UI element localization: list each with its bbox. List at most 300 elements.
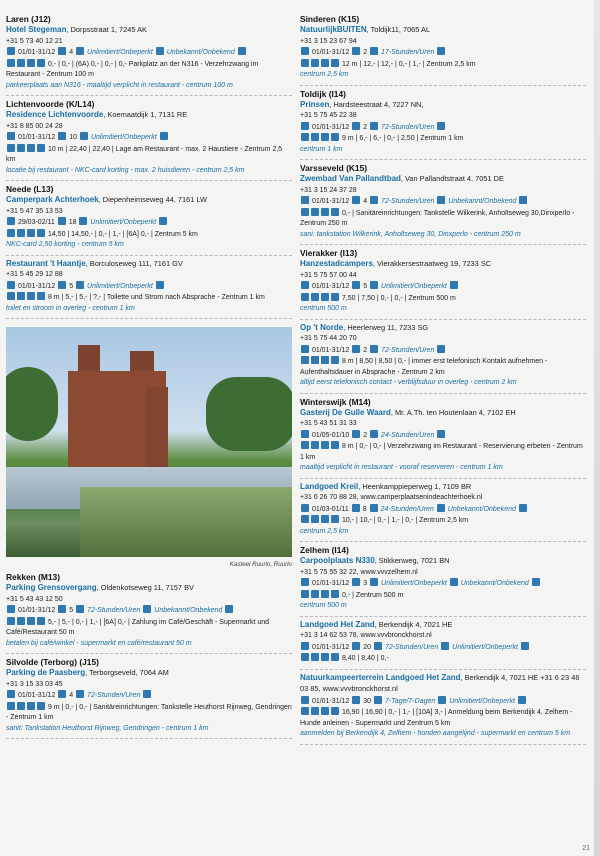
campsite-address: , Berkendijk 4, 7021 HE: [374, 619, 453, 629]
campsite-phone: +31 5 47 35 13 53: [6, 207, 63, 215]
facility-icon: [37, 702, 45, 710]
open-dates: 01/01-31/12: [311, 580, 350, 587]
campsite-name[interactable]: Restaurant 't Haantje: [6, 258, 86, 268]
spaces: 18: [68, 219, 77, 226]
open-dates: 01/01-31/12: [311, 198, 350, 205]
campsite-details: 8,40 | 8,40 | 0,-: [300, 653, 586, 665]
campsite-meta: [6, 47, 292, 59]
campsite-entry: [300, 89, 586, 161]
facility-icon: [301, 47, 309, 55]
facility-icon: [17, 144, 25, 152]
facility-icon: [58, 132, 66, 140]
max-stay: 72-Stunden/Uren: [87, 607, 141, 614]
facility-icon: [370, 281, 378, 289]
campsite-note: sani: tankstation Wilkerink, Anholtseweg 30, Dinxperlo - centrum 250 m: [300, 230, 521, 238]
campsite-entry: [300, 163, 586, 245]
facility-icon: [437, 345, 445, 353]
facility-icon: [7, 144, 15, 152]
facility-icon: [311, 441, 319, 449]
facility-icon: [437, 196, 445, 204]
facility-icon: [301, 345, 309, 353]
spaces: 10: [69, 134, 78, 141]
campsite-address: , Diepenheimseweg 44, 7161 LW: [98, 195, 207, 204]
campsite-meta: [300, 696, 586, 708]
facility-icon: [311, 590, 319, 598]
facility-icon: [321, 59, 329, 67]
campsite-meta: [300, 196, 586, 208]
campsite-entry: [6, 184, 292, 256]
facility-icon: [27, 617, 35, 625]
facility-icon: [143, 690, 151, 698]
facility-icon: [301, 441, 309, 449]
facility-icon: [370, 430, 378, 438]
campsite-meta: [300, 122, 586, 134]
campsite-note: centrum 500 m: [300, 305, 347, 312]
facility-icon: [311, 293, 319, 301]
spaces: 2: [363, 431, 368, 439]
facility-icon: [76, 690, 84, 698]
campsite-name[interactable]: Gasterij De Gulle Waard: [300, 407, 391, 417]
max-stay: 72-Stunden/Uren: [381, 198, 435, 205]
facility-icon: [321, 293, 329, 301]
facility-icon: [370, 504, 378, 512]
campsite-address: , Borculoseweg 111, 7161 GV: [85, 258, 183, 268]
stay-info: Unbekannt/Onbekend: [448, 198, 517, 205]
facility-icon: [76, 605, 84, 613]
facility-icon: [301, 133, 309, 141]
facility-icon: [331, 590, 339, 598]
facility-icon: [301, 590, 309, 598]
spaces: 5: [363, 283, 368, 290]
facility-icon: [374, 642, 382, 650]
facility-icon: [17, 617, 25, 625]
campsite-name[interactable]: Op 't Norde: [300, 322, 344, 332]
spaces: 20: [363, 643, 372, 651]
campsite-name[interactable]: Landgoed Kreil: [300, 481, 359, 491]
castle-photo: [6, 327, 292, 557]
facility-icon: [321, 590, 329, 598]
campsite-details: 9 m | 0,- | 0,- | Sanitäreinrichtungen: Tankstelle Heuthorst Rijnweg, Gendringen - Zentrum 1 km: [6, 703, 292, 721]
campsite-meta: [6, 690, 292, 702]
campsite-phone: +31 5 45 29 12 88: [6, 271, 63, 278]
campsite-name[interactable]: Natuurkampeerterrein Landgoed Het Zand: [300, 672, 461, 682]
facility-icon: [27, 144, 35, 152]
campsite-address: , Koemaatdijk 1, 7131 RE: [103, 110, 188, 119]
facility-icon: [352, 345, 360, 353]
facility-icon: [76, 47, 84, 55]
campsite-details: 0,- | 0,- | (6A) 0,- | 0,- | 0,- Parkplatz an der N316 - Verzehrzwang im Restaurant - Zentrum 100 m: [6, 60, 259, 78]
campsite-entry: [300, 673, 586, 745]
facility-icon: [331, 133, 339, 141]
open-dates: 01/05-01/10: [311, 431, 350, 439]
open-dates: 01/01-31/12: [311, 346, 350, 354]
campsite-meta: [6, 281, 292, 293]
campsite-name[interactable]: Hotel Stegeman: [6, 25, 67, 34]
facility-icon: [331, 356, 339, 364]
campsite-entry: [300, 397, 586, 479]
open-dates: 01/01-31/12: [17, 134, 56, 141]
facility-icon: [311, 356, 319, 364]
campsite-address: , Heenkamppieperweg 1, 7109 BR: [358, 481, 472, 491]
region-heading: Lichtenvoorde (K/L14): [6, 99, 95, 109]
campsite-phone: +31 5 75 44 20 70: [300, 335, 357, 342]
facility-icon: [17, 292, 25, 300]
campsite-details: 9 m | 6,- | 6,- | 0,- | 2,50 | Zentrum 1 km: [300, 133, 586, 145]
spaces: 30: [363, 697, 372, 705]
facility-icon: [311, 515, 319, 523]
campsite-address: , Heerlerweg 11, 7233 SG: [343, 322, 429, 332]
facility-icon: [156, 281, 164, 289]
campsite-phone: +31 3 15 33 03 45: [6, 680, 63, 688]
facility-icon: [331, 707, 339, 715]
facility-icon: [437, 504, 445, 512]
open-dates: 01/01-31/12: [17, 607, 56, 614]
spaces: 2: [363, 123, 368, 131]
facility-icon: [441, 642, 449, 650]
open-dates: 01/01-31/12: [311, 123, 350, 131]
open-dates: 01/01-31/12: [17, 282, 56, 290]
facility-icon: [160, 132, 168, 140]
campsite-note: parkeerplaats aan N316 - maaltijd verplicht in restaurant - centrum 100 m: [6, 81, 233, 89]
facility-icon: [7, 702, 15, 710]
facility-icon: [321, 441, 329, 449]
campsite-meta: [6, 132, 292, 144]
open-dates: 01/03-01/11: [311, 505, 349, 513]
campsite-name[interactable]: Parking de Paasberg: [6, 668, 86, 677]
facility-icon: [331, 515, 339, 523]
facility-icon: [370, 122, 378, 130]
max-stay: 7-Tage/7-Dagen: [384, 697, 436, 705]
campsite-phone: +31 6 26 70 88 28, www.camperplaatsenindeachterhoek.nl: [300, 494, 483, 501]
facility-icon: [352, 642, 360, 650]
campsite-name[interactable]: Parking Grensovergang: [6, 583, 97, 592]
campsite-details: 5,- | 5,- | 0,- | 1,- | [6A] 0,- | Zahlung im Café/Geschäft - Supermarkt und Café/Restaurant 50 m: [6, 618, 270, 636]
max-stay: 72-Stunden/Uren: [87, 692, 141, 699]
open-dates: 29/03-02/11: [17, 219, 55, 226]
campsite-name[interactable]: Carpoolplaats N330: [300, 556, 375, 565]
facility-icon: [156, 47, 164, 55]
facility-icon: [311, 653, 319, 661]
campsite-name[interactable]: Camperpark Achterhoek: [6, 195, 99, 204]
campsite-details: 8 m | 8,50 | 8,50 | 0,- | immer erst telefonisch Kontakt aufnehmen - Aufenthaltsdauer in Absprache - Zentrum 2 km: [300, 358, 548, 376]
facility-icon: [321, 208, 329, 216]
facility-icon: [352, 578, 360, 586]
facility-icon: [143, 605, 151, 613]
facility-icon: [27, 292, 35, 300]
region-heading: Neede (L13): [6, 184, 54, 194]
campsite-meta: [300, 578, 586, 590]
campsite-phone: +31 5 75 55 32 22, www.vvvzelhem.nl: [300, 568, 418, 576]
open-dates: 01/01-31/12: [311, 49, 350, 56]
facility-icon: [437, 430, 445, 438]
campsite-phone: +31 5 73 40 12 21: [6, 37, 63, 45]
facility-icon: [225, 605, 233, 613]
facility-icon: [331, 653, 339, 661]
campsite-phone: +31 5 43 51 31 33: [300, 420, 357, 427]
campsite-address: , Dorpsstraat 1, 7245 AK: [66, 25, 147, 34]
campsite-details: 12 m | 12,- | 12,- | 0,- | 1,- | Zentrum 2,5 km: [300, 59, 586, 71]
campsite-meta: [300, 430, 586, 442]
region-heading: Varsseveld (K15): [300, 163, 368, 173]
region-heading: Laren (J12): [6, 14, 51, 24]
facility-icon: [331, 59, 339, 67]
facility-icon: [301, 653, 309, 661]
facility-icon: [311, 707, 319, 715]
facility-icon: [370, 196, 378, 204]
stay-info: Unlimitiert/Onbeperkt: [449, 697, 515, 705]
campsite-meta: [300, 281, 586, 293]
max-stay: 17-Stunden/Uren: [381, 49, 435, 56]
spaces: 4: [69, 49, 74, 56]
facility-icon: [37, 617, 45, 625]
facility-icon: [301, 122, 309, 130]
spaces: 5: [69, 607, 74, 614]
facility-icon: [301, 578, 309, 586]
facility-icon: [301, 642, 309, 650]
open-dates: 01/01-31/12: [311, 643, 350, 651]
facility-icon: [450, 281, 458, 289]
open-dates: 01/01-31/12: [17, 692, 56, 699]
facility-icon: [352, 122, 360, 130]
page-edge: [594, 0, 600, 856]
campsite-name[interactable]: NatuurlijkBUITEN: [300, 25, 367, 34]
campsite-note: sanit: Tankstation Heuthorst Rijnweg, Gendringen - centrum 1 km: [6, 724, 209, 732]
spaces: 2: [363, 346, 368, 354]
facility-icon: [438, 696, 446, 704]
facility-icon: [7, 292, 15, 300]
region-heading: Silvolde (Terborg) (J15): [6, 657, 99, 667]
facility-icon: [521, 642, 529, 650]
max-stay: Unlimitiert/Onbeperkt: [90, 134, 157, 141]
facility-icon: [321, 133, 329, 141]
left-column: [6, 14, 292, 742]
facility-icon: [7, 47, 15, 55]
facility-icon: [370, 578, 378, 586]
facility-icon: [58, 47, 66, 55]
campsite-note: centrum 500 m: [300, 602, 347, 609]
facility-icon: [58, 605, 66, 613]
facility-icon: [238, 47, 246, 55]
max-stay: 72-Stunden/Uren: [381, 123, 435, 131]
facility-icon: [437, 122, 445, 130]
facility-icon: [450, 578, 458, 586]
campsite-note: betalen bij café/winkel - supermarkt en café/restaurant 50 m: [6, 639, 192, 647]
campsite-entry: [6, 572, 292, 654]
facility-icon: [17, 229, 25, 237]
campsite-note: toilet en stroom in overleg - centrum 1 km: [6, 304, 135, 312]
facility-icon: [301, 59, 309, 67]
max-stay: Unlimitiert/Onbeperkt: [87, 282, 153, 290]
campsite-name[interactable]: Hanzestadcampers: [300, 259, 373, 268]
campsite-entry: [6, 657, 292, 739]
facility-icon: [301, 515, 309, 523]
spaces: 5: [69, 282, 74, 290]
facility-icon: [352, 430, 360, 438]
facility-icon: [37, 59, 45, 67]
campsite-meta: [300, 345, 586, 357]
campsite-details: 10 m | 22,40 | 22,40 | Lage am Restaurant - max. 2 Haustiere - Zentrum 2,5 km: [6, 145, 283, 163]
facility-icon: [301, 696, 309, 704]
campsite-phone: +31 3 15 23 67 94: [300, 37, 357, 45]
facility-icon: [311, 208, 319, 216]
facility-icon: [311, 133, 319, 141]
campsite-entry: [6, 99, 292, 181]
facility-icon: [58, 281, 66, 289]
campsite-name[interactable]: Prinsen: [300, 99, 330, 109]
facility-icon: [301, 356, 309, 364]
facility-icon: [27, 229, 35, 237]
facility-icon: [374, 696, 382, 704]
facility-icon: [80, 132, 88, 140]
facility-icon: [7, 605, 15, 613]
campsite-phone: +31 3 14 62 53 78, www.vvvbronckhorst.nl: [300, 632, 432, 639]
spaces: 4: [69, 692, 74, 699]
facility-icon: [7, 690, 15, 698]
right-column: [300, 14, 586, 748]
campsite-address: , Van Pallandtstraat 4, 7051 DE: [400, 174, 504, 183]
facility-icon: [58, 690, 66, 698]
campsite-meta: [6, 217, 292, 229]
facility-icon: [331, 208, 339, 216]
stay-info: Unbekannt/Onbekend: [166, 49, 235, 56]
max-stay: Unlimitiert/Onbeperkt: [381, 283, 447, 290]
facility-icon: [17, 59, 25, 67]
campsite-entry: [300, 248, 586, 320]
facility-icon: [370, 345, 378, 353]
max-stay: 24-Stunden/Uren: [380, 505, 434, 513]
max-stay: Unlimitiert/Onbeperkt: [87, 49, 153, 56]
campsite-phone: +31 8 85 00 24 28: [6, 122, 63, 130]
facility-icon: [321, 653, 329, 661]
campsite-meta: [300, 504, 586, 516]
campsite-entry: [6, 14, 292, 96]
campsite-meta: [300, 642, 586, 654]
facility-icon: [79, 217, 87, 225]
stay-info: Unbekannt/Onbekend: [460, 580, 529, 587]
facility-icon: [370, 47, 378, 55]
facility-icon: [518, 696, 526, 704]
facility-icon: [37, 292, 45, 300]
campsite-entry: [6, 259, 292, 320]
campsite-phone: +31 5 75 45 22 38: [300, 112, 357, 119]
spaces: 3: [363, 580, 368, 587]
facility-icon: [301, 504, 309, 512]
campsite-details: 0,- | Zentrum 500 m: [300, 590, 586, 602]
campsite-note: centrum 2,5 km: [300, 527, 349, 535]
page-number: 21: [582, 845, 590, 852]
campsite-entry: [300, 323, 586, 394]
facility-icon: [352, 504, 360, 512]
region-heading: Sinderen (K15): [300, 14, 360, 24]
facility-icon: [301, 293, 309, 301]
campsite-phone: +31 5 75 57 00 44: [300, 271, 357, 279]
max-stay: 24-Stunden/Uren: [381, 431, 435, 439]
facility-icon: [321, 707, 329, 715]
spaces: 4: [363, 198, 368, 205]
facility-icon: [301, 208, 309, 216]
spaces: 8: [362, 505, 367, 513]
campsite-details: 14,50 | 14,50,- | 0,- | 1,- | [6A] 0,- | Zentrum 5 km: [6, 229, 292, 241]
facility-icon: [27, 702, 35, 710]
region-heading: Zelhem (I14): [300, 545, 349, 555]
open-dates: 01/01-31/12: [311, 283, 350, 290]
facility-icon: [58, 217, 66, 225]
facility-icon: [437, 47, 445, 55]
campsite-details: 0,- | Sanitäreinrichtungen: Tankstelle Wilkerink, Anholtseweg 30,Dinxperlo - Zentrum 250 m: [300, 209, 575, 227]
open-dates: 01/01-31/12: [17, 49, 56, 56]
campsite-details: 10,- | 10,- | 0,- | 1,- | 0,- | Zentrum 2,5 km: [300, 515, 586, 527]
campsite-details: 8 m | 0,- | 0,- | Verzehrzwang im Restaurant - Reservierung erbeten - Zentrum 1 km: [300, 443, 583, 461]
facility-icon: [7, 132, 15, 140]
campsite-entry: [300, 545, 586, 617]
facility-icon: [7, 59, 15, 67]
facility-icon: [519, 196, 527, 204]
facility-icon: [321, 515, 329, 523]
campsite-note: locatie bij restaurant - NKC-card korting - max. 2 huisdieren - centrum 2,5 km: [6, 166, 245, 174]
stay-info: Unbekannt/Onbekend: [154, 607, 223, 614]
campsite-address: , Mr. A.Th. ten Houtenlaan 4, 7102 EH: [390, 407, 516, 417]
campsite-address: , Berkendijk 4, 7021 HE +31 6 23 46 03 85, www.vvvbronckhorst.nl: [300, 672, 580, 693]
campsite-details: 8 m | 5,- | 5,- | ?,- | Toilette und Strom nach Absprache - Zentrum 1 km: [6, 292, 292, 304]
campsite-note: maaltijd verplicht in restaurant - vooraf reserveren - centrum 1 km: [300, 464, 503, 471]
facility-icon: [7, 617, 15, 625]
facility-icon: [352, 47, 360, 55]
facility-icon: [352, 696, 360, 704]
facility-icon: [352, 196, 360, 204]
region-heading: Rekken (M13): [6, 572, 60, 582]
campsite-name[interactable]: Landgoed Het Zand: [300, 619, 375, 629]
campsite-address: , Stikkenweg, 7021 BN: [374, 556, 450, 565]
max-stay: Unlimitiert/Onbeperkt: [381, 580, 447, 587]
open-dates: 01/01-31/12: [311, 697, 350, 705]
campsite-note: altijd eerst telefonisch contact - verblijfsduur in overleg - centrum 2 km: [300, 379, 517, 386]
facility-icon: [27, 59, 35, 67]
facility-icon: [7, 281, 15, 289]
campsite-entry: [300, 14, 586, 86]
facility-icon: [301, 707, 309, 715]
campsite-address: , Vierakkersestraatweg 19, 7233 SC: [372, 259, 492, 268]
facility-icon: [331, 293, 339, 301]
campsite-entry: [300, 482, 586, 543]
campsite-meta: [300, 47, 586, 59]
campsite-name[interactable]: Residence Lichtenvoorde: [6, 110, 104, 119]
campsite-note: centrum 2,5 km: [300, 71, 349, 78]
facility-icon: [7, 217, 15, 225]
facility-icon: [519, 504, 527, 512]
campsite-note: aanmelden bij Berkendijk 4, Zelhem - honden aangelijnd - supermarkt en centrum 5 km: [300, 730, 571, 737]
campsite-phone: +31 5 43 43 12 50: [6, 595, 63, 603]
facility-icon: [301, 430, 309, 438]
facility-icon: [301, 196, 309, 204]
facility-icon: [159, 217, 167, 225]
stay-info: Unbekannt/Onbekend: [447, 505, 516, 513]
facility-icon: [321, 356, 329, 364]
max-stay: 72-Stunden/Uren: [381, 346, 435, 354]
max-stay: Unlimitiert/Onbeperkt: [90, 219, 157, 226]
facility-icon: [532, 578, 540, 586]
facility-icon: [331, 441, 339, 449]
campsite-details: 16,90 | 16,90 | 0,- | 1,- | [10A] 3,- | Anmeldung beim Berkendijk 4, Zelhem - Hunde anleinen - Supermarkt und Zentrum 5 km: [300, 709, 573, 727]
campsite-address: , Oldenkotseweg 11, 7157 BV: [96, 583, 194, 592]
campsite-name[interactable]: Zwembad Van Pallandtbad: [300, 174, 401, 183]
facility-icon: [311, 59, 319, 67]
photo-caption: Kasteel Ruurlo, Ruurlo: [229, 561, 292, 568]
facility-icon: [352, 281, 360, 289]
facility-icon: [7, 229, 15, 237]
max-stay: 72-Stunden/Uren: [384, 643, 439, 651]
campsite-details: 7,50 | 7,50 | 0,- | 0,- | Zentrum 500 m: [300, 293, 586, 305]
facility-icon: [76, 281, 84, 289]
